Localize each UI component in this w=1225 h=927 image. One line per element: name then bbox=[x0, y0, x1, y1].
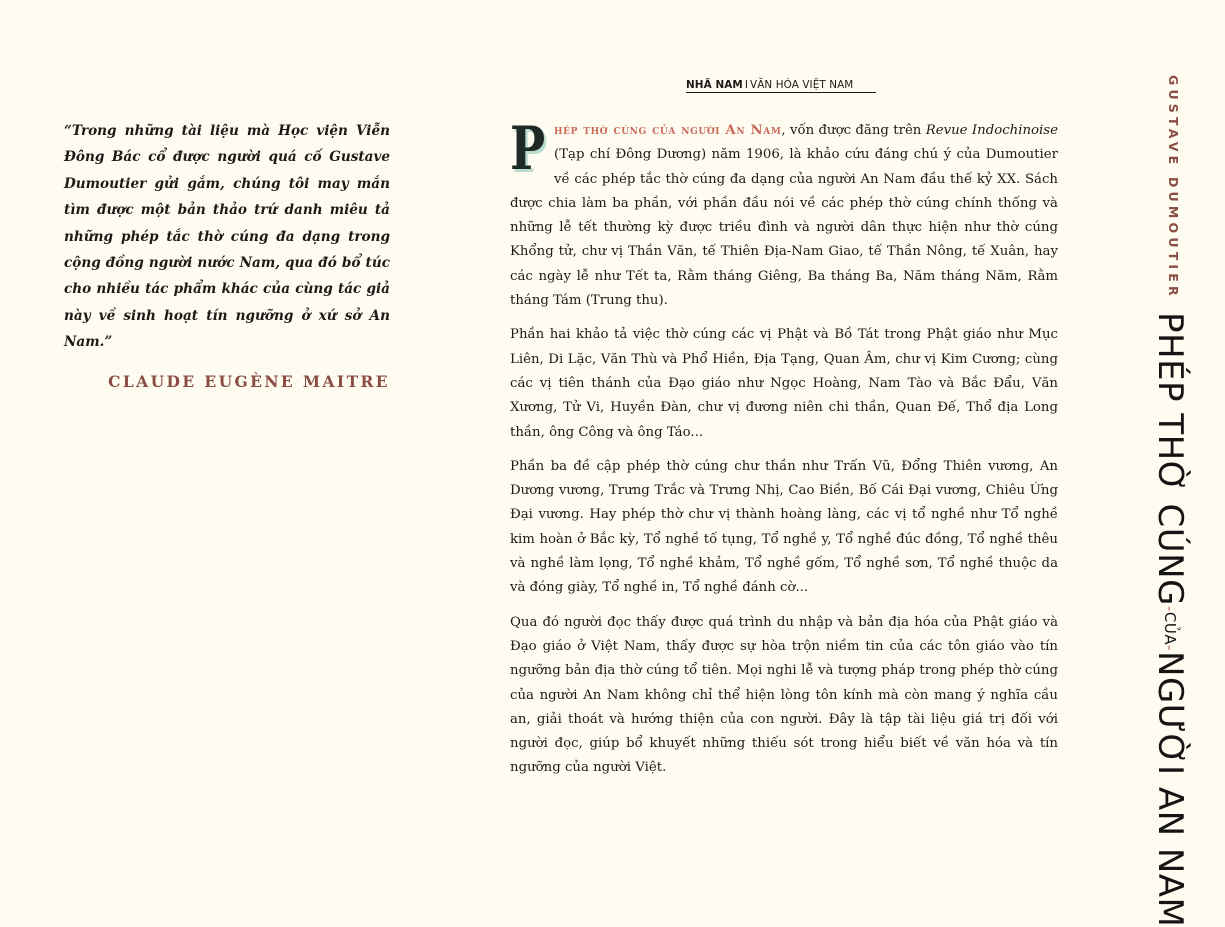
lead-title: hép thờ cúng của người An Nam bbox=[554, 123, 782, 138]
spine-title-part2: NGƯỜI AN NAM bbox=[1150, 651, 1190, 927]
quote-author: CLAUDE EUGÈNE MAITRE bbox=[108, 371, 390, 391]
pull-quote bbox=[64, 118, 390, 391]
paragraph-3: Phần ba đề cập phép thờ cúng chư thần như Trấn Vũ, Đổng Thiên vương, An Dương vương, Trưng Trắc và Trưng Nhị, Cao Biền, Bố Cái Đại vương, Chiêu Ứng Đại vương. Hay phép thờ chư vị thành hoàng làng, các vị tổ nghề như Tổ nghề kim hoàn ở Bắc kỳ, Tổ nghề tố tụng, Tổ nghề y, Tổ nghề đúc đồng, Tổ nghề thêu và nghề làm lọng, Tổ nghề khảm, Tổ nghề gốm, Tổ nghề sơn, Tổ nghề thuộc da và đóng giày, Tổ nghề in, Tổ nghề đánh cờ... bbox=[510, 458, 1058, 596]
spine-title-small: CỦA bbox=[1161, 611, 1179, 646]
paragraph-2: Phần hai khảo tả việc thờ cúng các vị Phật và Bồ Tát trong Phật giáo như Mục Liên, Di Lặc, Văn Thù và Phổ Hiền, Địa Tạng, Quan Âm, chư vị Kim Cương; cùng các vị tiên thánh của Đạo giáo như Ngọc Hoàng, Nam Tào và Bắc Đẩu, Văn Xương, Tử Vi, Huyền Đàn, chư vị đương niên chi thần, Quan Đế, Thổ địa Long thần, ông Công và ông Táo... bbox=[510, 327, 1058, 440]
paragraph-1-text-a: , vốn được đăng trên bbox=[781, 123, 926, 138]
spine-title-part1: PHÉP THỜ CÚNG bbox=[1150, 312, 1190, 606]
quote-text: “Trong những tài liệu mà Học viện Viễn Đông Bác cổ được người quá cố Gustave Dumoutier gửi gắm, chúng tôi may mắn tìm được một bản thảo trứ danh miêu tả những phép tắc thờ cúng đa dạng trong cộng đồng người nước Nam, qua đó bổ túc cho nhiều tác phẩm khác của cùng tác giả này về sinh hoạt tín ngưỡng ở xứ sở An Nam.” bbox=[64, 123, 390, 351]
spine-title bbox=[1150, 312, 1190, 927]
header-separator: I bbox=[744, 79, 749, 91]
paragraph-1 bbox=[510, 114, 1058, 313]
series-name: VĂN HÓA VIỆT NAM bbox=[750, 79, 854, 91]
spine-dash-right: - bbox=[1161, 645, 1179, 652]
spine-dash-left: - bbox=[1161, 605, 1179, 612]
dropcap-letter: P bbox=[510, 114, 546, 184]
publisher-brand: NHÃ NAM bbox=[686, 79, 743, 91]
paragraph-1-text-b: (Tạp chí Đông Dương) năm 1906, là khảo cứu đáng chú ý của Dumoutier về các phép tắc thờ cúng đa dạng của người An Nam đầu thế kỷ XX. Sách được chia làm ba phần, với phần đầu nói về các phép thờ cúng chính thống và những lễ tết thường kỳ được triều đình và người dân thực hiện như thờ cúng Khổng tử, chư vị Thần Văn, tế Thiên Địa-Nam Giao, tế Thần Nông, tế Xuân, hay các ngày lễ như Tết ta, Rằm tháng Giêng, Ba tháng Ba, Năm tháng Năm, Rằm tháng Tám (Trung thu). bbox=[510, 147, 1058, 309]
journal-name: Revue Indochinoise bbox=[925, 123, 1058, 138]
spine-author: GUSTAVE DUMOUTIER bbox=[1166, 75, 1181, 300]
publisher-header bbox=[686, 79, 876, 93]
description-body bbox=[510, 114, 1058, 781]
paragraph-4: Qua đó người đọc thấy được quá trình du nhập và bản địa hóa của Phật giáo và Đạo giáo ở Việt Nam, thấy được sự hòa trộn niềm tin của các tôn giáo vào tín ngưỡng bản địa thờ cúng tổ tiên. Mọi nghi lễ và tượng pháp trong phép thờ cúng của người An Nam không chỉ thể hiện lòng tôn kính mà còn mang ý nghĩa cầu an, giải thoát và hướng thiện của con người. Đây là tập tài liệu giá trị đối với người đọc, giúp bổ khuyết những thiếu sót trong hiểu biết về văn hóa và tín ngưỡng của người Việt. bbox=[510, 614, 1058, 776]
